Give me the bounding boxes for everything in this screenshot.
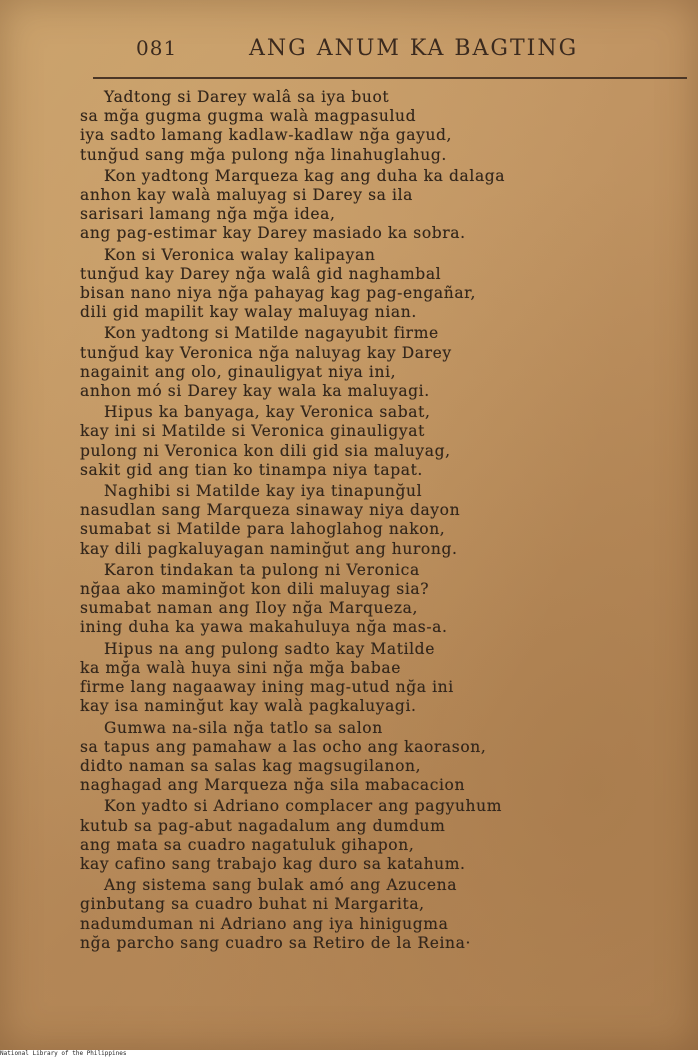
verse-line: kay dili pagkaluyagan naminğut ang hurong. — [80, 539, 458, 558]
verse-line: sumabat si Matilde para lahoglahog nakon, — [80, 520, 446, 539]
verse-line: firme lang nagaaway ining mag-utud nğa ini — [80, 678, 454, 697]
verse-line: Kon yadto si Adriano complacer ang pagyuhum — [104, 797, 502, 816]
verse-line: sarisari lamang nğa mğa idea, — [80, 205, 336, 224]
verse-line: sumabat naman ang Iloy nğa Marqueza, — [80, 599, 419, 618]
verse-line: Hipus na ang pulong sadto kay Matilde — [104, 639, 435, 658]
verse-line: Karon tindakan ta pulong ni Veronica — [104, 560, 420, 579]
stanza — [80, 640, 680, 717]
stanza — [80, 246, 680, 323]
stanza — [80, 482, 680, 559]
stanza — [80, 797, 680, 874]
verse-line: kay ini si Matilde si Veronica ginauligyat — [80, 422, 425, 441]
poem-body — [80, 88, 680, 955]
verse-line: nagainit ang olo, ginauligyat niya ini, — [80, 362, 397, 381]
verse-line: Gumwa na-sila nğa tatlo sa salon — [104, 718, 383, 737]
verse-line: sa tapus ang pamahaw a las ocho ang kaorason, — [80, 737, 487, 756]
verse-line: dili gid mapilit kay walay maluyag nian. — [80, 303, 417, 322]
verse-line: nğa parcho sang cuadro sa Retiro de la Reina· — [80, 933, 472, 952]
verse-line: ka mğa walà huya sini nğa mğa babae — [80, 658, 402, 677]
verse-line: naghagad ang Marqueza nğa sila mabacacion — [80, 776, 466, 795]
verse-line: tunğud kay Veronica nğa naluyag kay Darey — [80, 343, 452, 362]
verse-line: nadumduman ni Adriano ang iya hinigugma — [80, 914, 449, 933]
running-title: ANG ANUM KA BAGTING — [249, 36, 579, 61]
verse-line: Kon yadtong Marqueza kag ang duha ka dalaga — [104, 166, 506, 185]
verse-line: Ang sistema sang bulak amó ang Azucena — [104, 876, 458, 895]
verse-line: ginbutang sa cuadro buhat ni Margarita, — [80, 895, 425, 914]
header-rule — [93, 77, 687, 79]
stanza — [80, 876, 680, 953]
verse-line: ining duha ka yawa makahuluya nğa mas-a. — [80, 618, 448, 637]
verse-line: Naghibi si Matilde kay iya tinapunğul — [104, 482, 423, 501]
verse-line: ang pag-estimar kay Darey masiado ka sobra. — [80, 224, 466, 243]
verse-line: sa mğa gugma gugma walà magpasulud — [80, 107, 417, 126]
verse-line: tunğud kay Darey nğa walâ gid naghambal — [80, 264, 442, 283]
verse-line: Kon yadtong si Matilde nagayubit firme — [104, 324, 439, 343]
verse-line: kay isa naminğut kay walà pagkaluyagi. — [80, 697, 417, 716]
page-number: 081 — [136, 36, 178, 60]
verse-line: bisan nano niya nğa pahayag kag pag-engañar, — [80, 284, 477, 303]
verse-line: ang mata sa cuadro nagatuluk gihapon, — [80, 835, 415, 854]
stanza — [80, 719, 680, 796]
library-credit: National Library of the Philippines — [0, 1050, 127, 1057]
page-header — [0, 34, 698, 70]
verse-line: Hipus ka banyaga, kay Veronica sabat, — [104, 403, 431, 422]
verse-line: nğaa ako maminğot kon dili maluyag sia? — [80, 580, 430, 599]
stanza — [80, 561, 680, 638]
verse-line: iya sadto lamang kadlaw-kadlaw nğa gayud, — [80, 126, 453, 145]
verse-line: anhon mó si Darey kay wala ka maluyagi. — [80, 382, 430, 401]
verse-line: Yadtong si Darey walâ sa iya buot — [104, 88, 390, 106]
stanza — [80, 403, 680, 480]
verse-line: anhon kay walà maluyag si Darey sa ila — [80, 186, 413, 205]
stanza — [80, 324, 680, 401]
stanza — [80, 167, 680, 244]
stanza — [80, 88, 680, 165]
verse-line: Kon si Veronica walay kalipayan — [104, 245, 376, 264]
verse-line: tunğud sang mğa pulong nğa linahuglahug. — [80, 145, 447, 164]
verse-line: pulong ni Veronica kon dili gid sia maluyag, — [80, 441, 451, 460]
verse-line: didto naman sa salas kag magsugilanon, — [80, 756, 422, 775]
verse-line: nasudlan sang Marqueza sinaway niya dayon — [80, 501, 461, 520]
verse-line: kutub sa pag-abut nagadalum ang dumdum — [80, 816, 446, 835]
verse-line: sakit gid ang tian ko tinampa niya tapat. — [80, 460, 423, 479]
verse-line: kay cafino sang trabajo kag duro sa katahum. — [80, 854, 466, 873]
